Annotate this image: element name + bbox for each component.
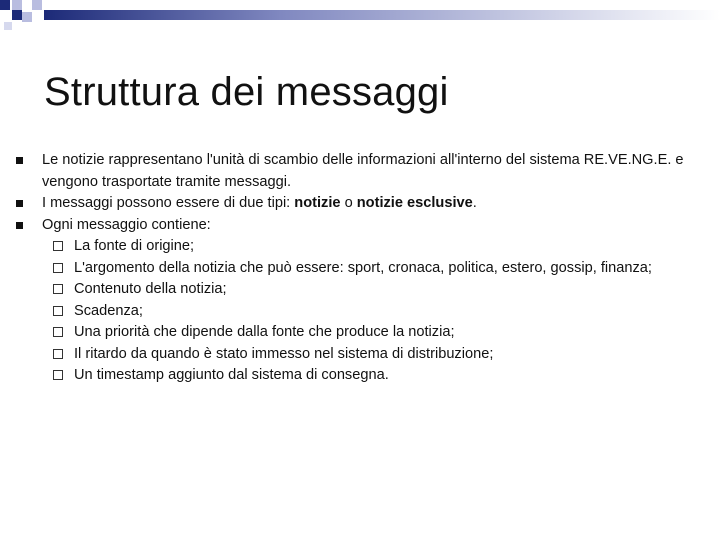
square-bullet-icon (16, 157, 23, 164)
bullet-text-post: . (472, 195, 477, 211)
hollow-square-bullet-icon (53, 370, 63, 380)
deco-square (32, 0, 42, 10)
deco-square (4, 22, 12, 30)
sub-list-item (16, 365, 706, 387)
sub-item-text: Contenuto della notizia; (74, 281, 227, 297)
hollow-square-bullet-icon (53, 263, 63, 273)
bullet-text: Le notizie rappresentano l'unità di scambio delle informazioni all'interno del sistema RE.VE.NG.E. e vengono trasportate tramite messaggi. (42, 152, 684, 190)
sub-item-text: La fonte di origine; (74, 238, 195, 254)
hollow-square-bullet-icon (53, 284, 63, 294)
sub-item-text: L'argomento della notizia che può essere: sport, cronaca, politica, estero, gossip, finanza; (74, 259, 652, 276)
deco-square (22, 12, 32, 22)
deco-square (12, 10, 22, 20)
sub-item-text: Scadenza; (74, 302, 143, 319)
hollow-square-bullet-icon (53, 327, 63, 337)
hollow-square-bullet-icon (53, 306, 63, 316)
list-item (16, 193, 706, 215)
sub-list-item (16, 236, 706, 258)
hollow-square-bullet-icon (53, 241, 63, 251)
bold-term: notizie (294, 195, 341, 211)
header-decoration (0, 0, 720, 34)
square-bullet-icon (16, 222, 23, 229)
sub-list-item (16, 301, 706, 323)
hollow-square-bullet-icon (53, 349, 63, 359)
bullet-text-pre: I messaggi possono essere di due tipi: (42, 195, 295, 211)
sub-item-text: Il ritardo da quando è stato immesso nel sistema di distribuzione; (74, 345, 494, 362)
deco-square (0, 0, 10, 10)
sub-list-item (16, 258, 706, 280)
sub-list-item (16, 279, 706, 301)
sub-list-item (16, 344, 706, 366)
sub-item-text: Un timestamp aggiunto dal sistema di consegna. (74, 367, 389, 383)
list-item (16, 150, 706, 193)
bold-term: notizie esclusive (356, 195, 473, 211)
bullet-text: Ogni messaggio contiene: (42, 216, 211, 233)
deco-square (12, 0, 22, 10)
slide-title: Struttura dei messaggi (44, 70, 449, 114)
list-item (16, 215, 706, 237)
slide-body (16, 150, 706, 387)
sub-item-text: Una priorità che dipende dalla fonte che produce la notizia; (74, 324, 455, 340)
square-bullet-icon (16, 200, 23, 207)
sub-list-item (16, 322, 706, 344)
bullet-text-mid: o (340, 195, 357, 211)
